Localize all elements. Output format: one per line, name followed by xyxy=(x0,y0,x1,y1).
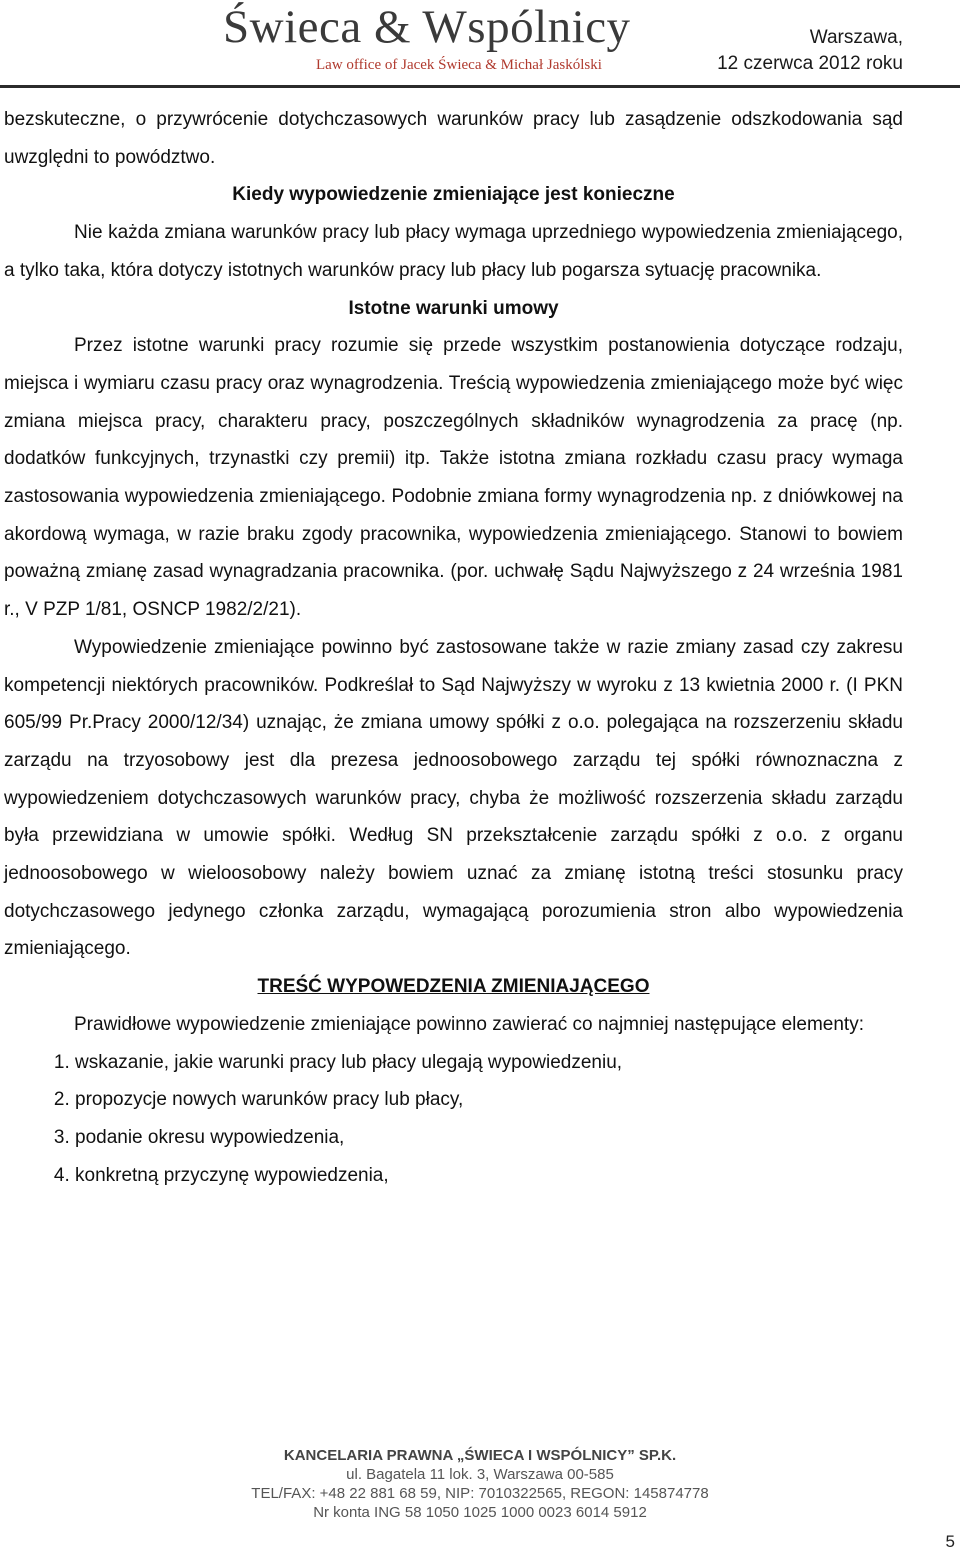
page-number: 5 xyxy=(945,1532,955,1551)
document-body xyxy=(4,101,903,1194)
paragraph-not-every-change: Nie każda zmiana warunków pracy lub płacy wymaga uprzedniego wypowiedzenia zmieniającego, a tylko taka, która dotyczy istotnych warunków pracy lub płacy lub pogarsza sytuację pracownika. xyxy=(4,222,903,281)
paragraph-essential-terms: Przez istotne warunki pracy rozumie się przede wszystkim postanowienia dotyczące rodzaju, miejsca i wymiaru czasu pracy oraz wynagrodzenia. Treścią wypowiedzenia zmieniającego może być więc zmiana miejsca pracy, charakteru pracy, poszczególnych składników wynagrodzenia za pracę (np. dodatków funkcyjnych, trzynastki czy premii) itp. Także istotna zmiana rozkładu czasu pracy wymaga zastosowania wypowiedzenia zmieniającego. Podobnie zmiana formy wynagrodzenia np. z dniówkowej na akordową wymaga, w razie braku zgody pracownika, wypowiedzenia zmieniającego. Stanowi to bowiem poważną zmianę zasad wynagradzania pracownika. (por. uchwałę Sądu Najwyższego z 24 września 1981 r., V PZP 1/81, OSNCP 1982/2/21). xyxy=(4,335,903,621)
list-item: 3. podanie okresu wypowiedzenia, xyxy=(75,1119,903,1157)
required-elements-list xyxy=(4,1044,903,1195)
paragraph-continuation: bezskuteczne, o przywrócenie dotychczasowych warunków pracy lub zasądzenie odszkodowania sąd uwzględni to powództwo. xyxy=(4,109,903,168)
firm-logo-subtitle: Law office of Jacek Świeca & Michał Jaskólski xyxy=(316,57,602,73)
list-item: 2. propozycje nowych warunków pracy lub płacy, xyxy=(75,1081,903,1119)
footer-bank-account: Nr konta ING 58 1050 1025 1000 0023 6014 5912 xyxy=(313,1504,647,1521)
footer-contact: TEL/FAX: +48 22 881 68 59, NIP: 7010322565, REGON: 145874778 xyxy=(251,1485,709,1502)
section-heading-when-required: Kiedy wypowiedzenie zmieniające jest konieczne xyxy=(232,184,675,206)
footer-firm-name: KANCELARIA PRAWNA „ŚWIECA I WSPÓLNICY” SP.K. xyxy=(283,1447,677,1464)
letter-city: Warszawa, xyxy=(809,27,903,48)
list-item: 1. wskazanie, jakie warunki pracy lub płacy ulegają wypowiedzeniu, xyxy=(75,1044,903,1082)
paragraph-elements-intro: Prawidłowe wypowiedzenie zmieniające powinno zawierać co najmniej następujące elementy: xyxy=(74,1013,864,1035)
firm-logo: Świeca & Wspólnicy xyxy=(223,1,631,53)
header-divider xyxy=(0,85,960,88)
section-heading-essential-terms: Istotne warunki umowy xyxy=(348,297,559,319)
letter-date: 12 czerwca 2012 roku xyxy=(717,53,903,74)
section-heading-notice-content: TREŚĆ WYPOWEDZENIA ZMIENIAJĄCEGO xyxy=(257,976,650,998)
footer-address: ul. Bagatela 11 lok. 3, Warszawa 00-585 xyxy=(346,1466,614,1483)
page-footer xyxy=(0,1446,960,1522)
paragraph-competences: Wypowiedzenie zmieniające powinno być zastosowane także w razie zmiany zasad czy zakresu kompetencji niektórych pracowników. Podkreślał to Sąd Najwyższy w wyroku z 13 kwietnia 2000 r. (I PKN 605/99 Pr.Pracy 2000/12/34) uznając, że zmiana umowy spółki z o.o. polegająca na rozszerzeniu składu zarządu na trzyosobowy jest dla prezesa jednoosobowego zarządu tej spółki równoznaczna z wypowiedzeniem dotychczasowych warunków pracy, chyba że możliwość rozszerzenia składu zarządu była przewidziana w umowie spółki. Według SN przekształcenie zarządu spółki z o.o. z organu jednoosobowego w wieloosobowy należy bowiem uznać za zmianę istotną treści stosunku pracy dotychczasowego jedynego członka zarządu, wymagającą porozumienia stron albo wypowiedzenia zmieniającego. xyxy=(4,636,903,960)
letterhead xyxy=(0,0,960,80)
list-item: 4. konkretną przyczynę wypowiedzenia, xyxy=(75,1157,903,1195)
